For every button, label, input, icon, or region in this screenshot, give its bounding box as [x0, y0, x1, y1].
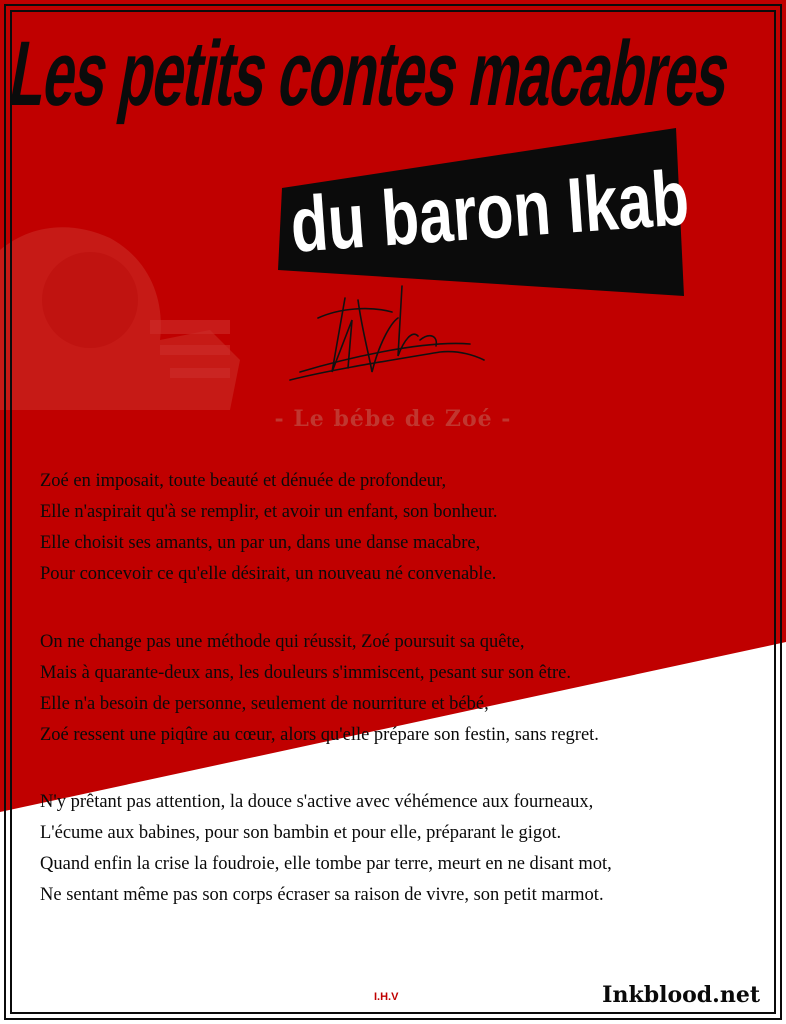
poem-line: N'y prêtant pas attention, la douce s'active avec véhémence aux fourneaux, [40, 792, 594, 812]
poem-line: Ne sentant même pas son corps écraser sa raison de vivre, son petit marmot. [40, 885, 604, 905]
poem-line: Elle n'a besoin de personne, seulement de nourriture et bébé, [40, 694, 489, 714]
poem-line: Elle choisit ses amants, un par un, dans une danse macabre, [40, 533, 481, 553]
poem-line: Zoé en imposait, toute beauté et dénuée de profondeur, [40, 471, 447, 491]
poem-title: - Le bébe de Zoé - [274, 406, 512, 432]
poem-line: Mais à quarante-deux ans, les douleurs s'immiscent, pesant sur son être. [40, 663, 571, 683]
author-initials: I.H.V [374, 991, 399, 1003]
site-name: Inkblood.net [602, 982, 760, 1008]
poem-line: Elle n'aspirait qu'à se remplir, et avoir un enfant, son bonheur. [40, 502, 498, 522]
poem-line: Pour concevoir ce qu'elle désirait, un nouveau né convenable. [40, 564, 497, 584]
poem-stanza [40, 466, 498, 590]
header-subtitle: du baron Ikab [287, 153, 692, 269]
poem-line: Zoé ressent une piqûre au cœur, alors qu'elle prépare son festin, sans regret. [40, 725, 599, 745]
poem-stanza [40, 627, 599, 751]
poem-line: On ne change pas une méthode qui réussit, Zoé poursuit sa quête, [40, 632, 525, 652]
poem-stanza [40, 787, 612, 911]
poem-line: Quand enfin la crise la foudroie, elle tombe par terre, meurt en ne disant mot, [40, 854, 612, 874]
header-title: Les petits contes macabres [2, 23, 737, 125]
poem-line: L'écume aux babines, pour son bambin et pour elle, préparant le gigot. [40, 823, 562, 843]
